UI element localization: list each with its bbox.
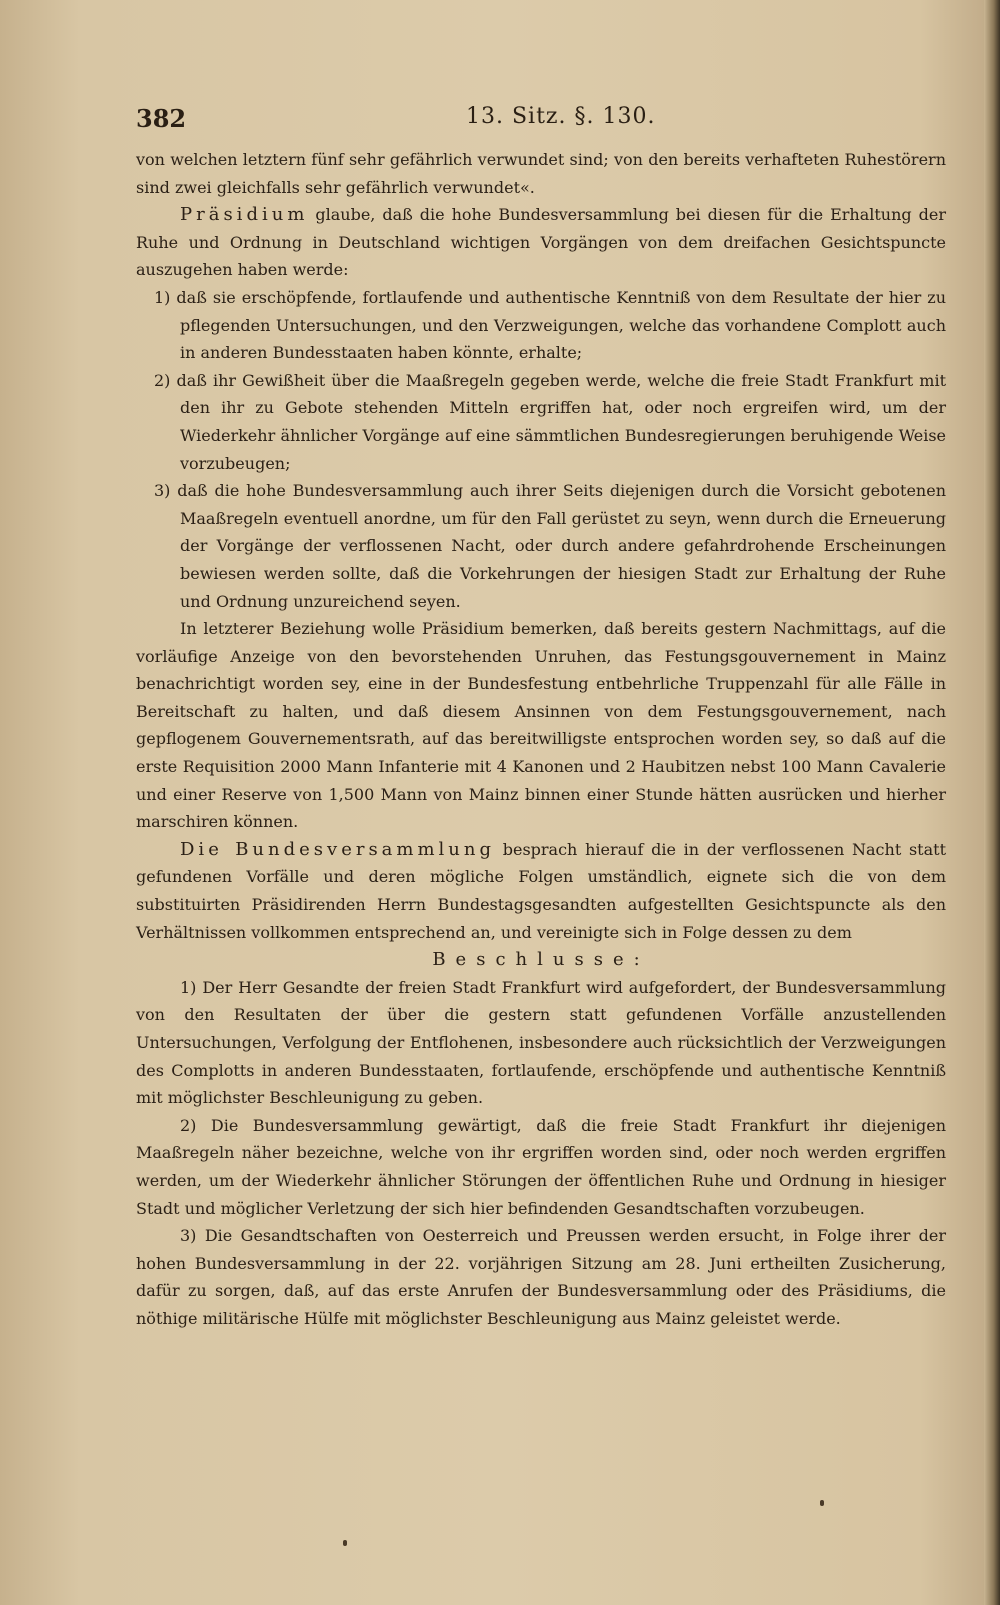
resolution-3: 3) Die Gesandtschaften von Oesterreich und Preussen werden ersucht, in Folge ihrer der hohen Bundesversammlung in der 22. vorjährigen Sitzung am 28. Juni ertheilten Zusicherung, dafür zu sorgen, daß, auf das erste Anrufen der Bundesversammlung oder des Präsidiums, die nöthige militärische Hülfe mit möglichster Beschleunigung aus Mainz geleistet werde. — [136, 1226, 946, 1328]
resolution-1: 1) Der Herr Gesandte der freien Stadt Frankfurt wird aufgefordert, der Bundesversammlung von den Resultaten der über die gestern statt gefundenen Vorfälle anzustellenden Untersuchungen, Verfolgung der Entflohenen, insbesondere auch rücksichtlich der Verzweigungen des Complotts in anderen Bundesstaaten, fortlaufende, erschöpfende und authentische Kenntniß mit möglichster Beschleunigung zu geben. — [136, 977, 946, 1108]
paper-speck — [343, 1540, 347, 1546]
presidium-text: glaube, daß die hohe Bundesversammlung bei diesen für die Erhaltung der Ruhe und Ordnung in Deutschland wichtigen Vorgängen von dem dreifachen Gesichtspuncte auszugehen haben werde: — [136, 205, 946, 280]
troops-paragraph: In letzterer Beziehung wolle Präsidium bemerken, daß bereits gestern Nachmittags, auf die vorläufige Anzeige von den bevorstehenden Unruhen, das Festungsgouvernement in Mainz benachrichtigt worden sey, eine in der Bundesfestung entbehrliche Truppenzahl für alle Fälle in Bereitschaft zu halten, und daß diesem Ansinnen von dem Festungsgouvernement, nach gepflogenem Gouvernementsrath, auf das bereitwilligste entsprochen worden sey, so daß auf die erste Requisition 2000 Mann Infanterie mit 4 Kanonen und 2 Haubitzen nebst 100 Mann Cavalerie und einer Reserve von 1,500 Mann von Mainz binnen einer Stunde hätten ausrücken und hierher marschiren können. — [136, 619, 946, 832]
paper-speck — [820, 1500, 824, 1506]
page-body — [136, 146, 946, 1333]
running-head: 13. Sitz. §. 130. — [466, 104, 656, 129]
point-2: 2) daß ihr Gewißheit über die Maaßregeln gegeben werde, welche die freie Stadt Frankfurt mit den ihr zu Gebote stehenden Mitteln ergriffen hat, oder noch ergreifen wird, um der Wiederkehr ähnlicher Vorgänge auf eine sämmtlichen Bundesregierungen beruhigende Weise vorzubeugen; — [154, 370, 946, 473]
presidium-lead: Präsidium — [180, 204, 309, 226]
resolution-heading: Beschlusse: — [432, 949, 650, 971]
point-3: 3) daß die hohe Bundesversammlung auch ihrer Seits diejenigen durch die Vorsicht gebotenen Maaßregeln eventuell anordne, um für den Fall gerüstet zu seyn, wenn durch die Erneuerung der Vorgänge der verflossenen Nacht, oder durch andere gefahrdrohende Erscheinungen bewiesen werden sollte, daß die Vorkehrungen der hiesigen Stadt zur Erhaltung der Ruhe und Ordnung unzureichend seyen. — [154, 481, 946, 611]
point-1: 1) daß sie erschöpfende, fortlaufende und authentische Kenntniß von dem Resultate der hier zu pflegenden Untersuchungen, und den Verzweigungen, welche das vorhandene Complott auch in anderen Bundesstaaten haben könnte, erhalte; — [154, 287, 946, 363]
assembly-lead: Die Bundesversammlung — [180, 838, 496, 860]
assembly-text: besprach hierauf die in der verflossenen Nacht statt gefundenen Vorfälle und deren mögliche Folgen umständlich, eignete sich die von dem substituirten Präsidirenden Herrn Bundestagsgesandten aufgestellten Gesichtspuncte als den Verhältnissen vollkommen entsprechend an, und vereinigte sich in Folge dessen zu dem — [136, 839, 947, 942]
presidium-paragraph — [136, 201, 946, 284]
resolution-2: 2) Die Bundesversammlung gewärtigt, daß die freie Stadt Frankfurt ihr diejenigen Maaßregeln näher bezeichne, welche von ihr ergriffen worden sind, oder noch werden ergriffen werden, um der Wiederkehr ähnlicher Störungen der öffentlichen Ruhe und Ordnung in hiesiger Stadt und möglicher Verletzung der sich hier befindenden Gesandtschaften vorzubeugen. — [136, 1115, 946, 1218]
page-header — [136, 104, 946, 138]
continuation-paragraph: von welchen letztern fünf sehr gefährlich verwundet sind; von den bereits verhafteten Ruhestörern sind zwei gleichfalls sehr gefährlich verwundet«. — [136, 150, 946, 197]
page-number: 382 — [136, 104, 187, 133]
page-edge-shadow — [984, 0, 1000, 1605]
assembly-paragraph — [136, 836, 946, 946]
